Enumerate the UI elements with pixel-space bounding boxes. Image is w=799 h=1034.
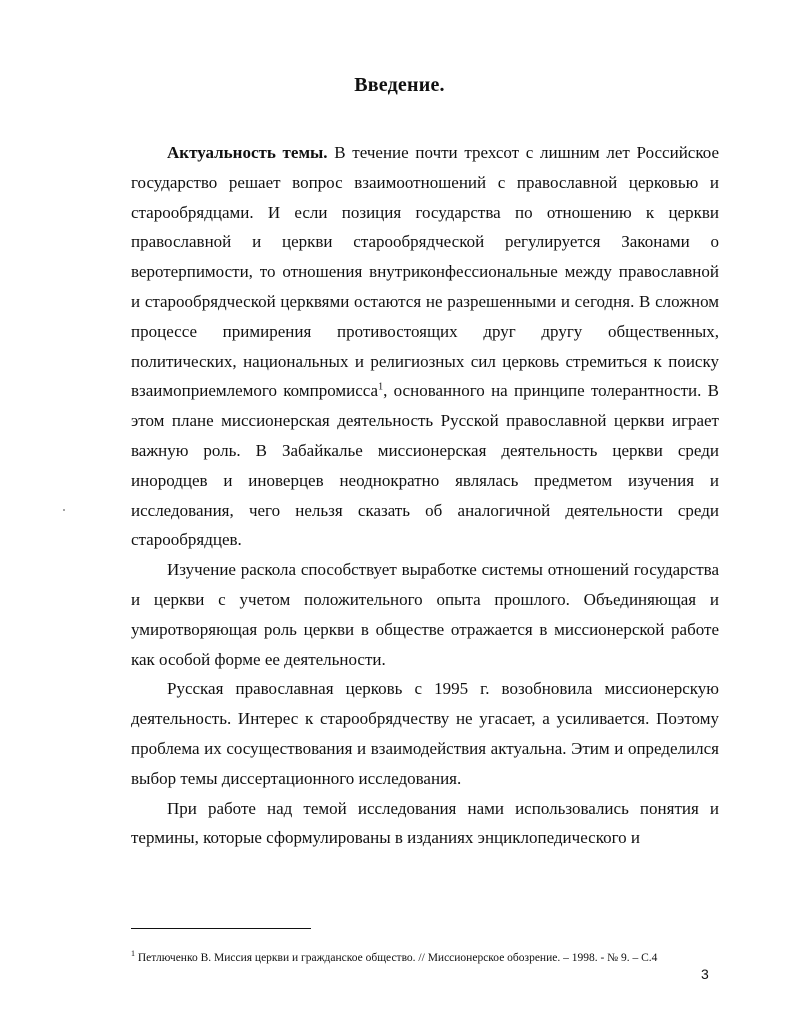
paragraph-text: , основанного на принципе толерантности. В этом плане миссионерская деятельность Русской православной церкви играет важную роль. В Забайкалье миссионерская деятельность церкви среди инородцев и иноверцев неоднократно являлась предметом изучения и исследования, чего нельзя сказать об аналогичной деятельности среди старообрядцев. [131, 381, 719, 550]
footnote-text: Петлюченко В. Миссия церкви и гражданское общество. // Миссионерское обозрение. – 1998. - № 9. – С.4 [135, 952, 658, 964]
paragraph-schism-study: Изучение раскола способствует выработке системы отношений государства и церкви с учетом положительного опыта прошлого. Объединяющая и умиротворяющая роль церкви в обществе отражается в миссионерской работе как особой форме ее деятельности. [131, 560, 719, 669]
paragraph-missionary-revival: Русская православная церковь с 1995 г. возобновила миссионерскую деятельность. Интерес к старообрядчеству не угасает, а усиливается. Поэтому проблема их сосуществования и взаимодействия актуальна. Этим и определился выбор темы диссертационного исследования. [131, 679, 719, 788]
paragraph-text: В течение почти трехсот с лишним лет Российское государство решает вопрос взаимоотношений с православной церковью и старообрядцами. И если позиция государства по отношению к церкви православной и церкви старообрядческой регулируется Законами о веротерпимости, то отношения внутриконфессиональные между православной и старообрядческой церквями остаются не разрешенными и сегодня. В сложном процессе примирения противостоящих друг другу общественных, политических, национальных и религиозных сил церковь стремиться к поиску взаимоприемлемого компромисса [131, 143, 719, 401]
scan-speck [63, 509, 65, 511]
body-text [131, 138, 719, 853]
paragraph-relevance [131, 138, 719, 555]
relevance-heading: Актуальность темы. [167, 143, 328, 162]
footnote-reference[interactable]: 1 [378, 381, 384, 393]
footnote-divider [131, 928, 311, 929]
page-number: 3 [701, 966, 709, 982]
page-title: Введение. [354, 74, 445, 96]
footnote [131, 951, 731, 965]
paragraph-terminology: При работе над темой исследования нами использовались понятия и термины, которые сформулированы в изданиях энциклопедического и [131, 798, 719, 848]
footnote-number: 1 [131, 949, 135, 959]
